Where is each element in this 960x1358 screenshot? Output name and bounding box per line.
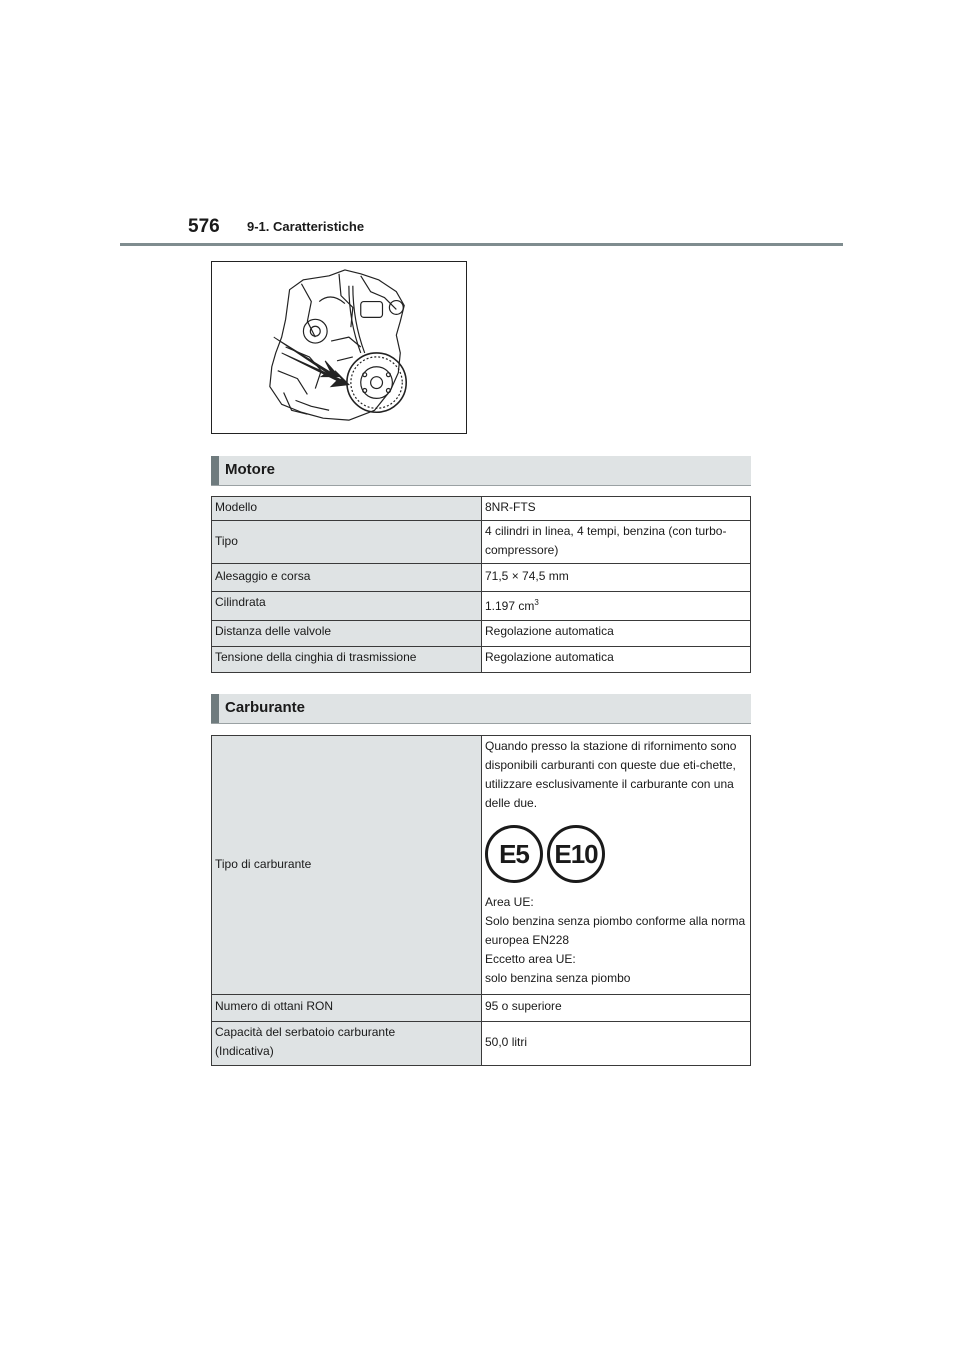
spec-value: [482, 592, 751, 621]
heading-accent-bar: [211, 456, 219, 485]
spec-value: 71,5 × 74,5 mm: [482, 564, 751, 592]
table-row: [212, 995, 751, 1022]
table-row: [212, 521, 751, 564]
engine-drawing: [212, 262, 466, 433]
spec-label: Cilindrata: [212, 592, 482, 621]
non-eu-area-label: Eccetto area UE:: [485, 952, 576, 966]
eu-area-text: Solo benzina senza piombo conforme alla norma europea EN228: [485, 914, 746, 947]
table-row: [212, 736, 751, 995]
fuel-label-badges: [485, 825, 747, 883]
spec-label: Alesaggio e corsa: [212, 564, 482, 592]
spec-label: Modello: [212, 497, 482, 521]
heading-text: Motore: [225, 461, 275, 478]
table-row: [212, 592, 751, 621]
heading-accent-bar: [211, 694, 219, 723]
engine-spec-table: [211, 496, 751, 673]
displacement-value: 1.197 cm: [485, 599, 535, 613]
header-divider: [120, 243, 843, 246]
tank-capacity-label: Capacità del serbatoio carburante: [215, 1025, 396, 1039]
spec-label: Distanza delle valvole: [212, 621, 482, 647]
spec-value: 95 o superiore: [482, 995, 751, 1022]
table-row: [212, 1022, 751, 1066]
spec-value: 4 cilindri in linea, 4 tempi, benzina (con turbo-compressore): [482, 521, 751, 564]
table-row: [212, 621, 751, 647]
tank-capacity-note: (Indicativa): [215, 1044, 274, 1058]
displacement-exponent: 3: [534, 598, 539, 607]
spec-value: Regolazione automatica: [482, 621, 751, 647]
eu-area-label: Area UE:: [485, 895, 534, 909]
section-heading-motore: [211, 456, 751, 486]
spec-value: Regolazione automatica: [482, 647, 751, 673]
spec-label: Tipo di carburante: [212, 736, 482, 995]
fuel-type-details: [482, 736, 751, 995]
table-row: [212, 564, 751, 592]
section-reference: 9-1. Caratteristiche: [247, 219, 365, 234]
fuel-intro-text: Quando presso la stazione di rifornimento sono disponibili carburanti con queste due eti-chette, utilizzare esclusivamente il carburante con una delle due.: [485, 739, 737, 810]
table-row: [212, 497, 751, 521]
section-heading-carburante: [211, 694, 751, 724]
spec-value: 50,0 litri: [482, 1022, 751, 1066]
e5-badge: E5: [485, 825, 543, 883]
non-eu-area-text: solo benzina senza piombo: [485, 971, 631, 985]
page-number: 576: [188, 216, 220, 237]
engine-illustration: [211, 261, 467, 434]
fuel-spec-table: [211, 735, 751, 1066]
heading-text: Carburante: [225, 699, 306, 716]
table-row: [212, 647, 751, 673]
spec-label: [212, 1022, 482, 1066]
e10-badge: E10: [547, 825, 605, 883]
spec-label: Tensione della cinghia di trasmissione: [212, 647, 482, 673]
spec-label: Tipo: [212, 521, 482, 564]
spec-label: Numero di ottani RON: [212, 995, 482, 1022]
spec-value: 8NR-FTS: [482, 497, 751, 521]
